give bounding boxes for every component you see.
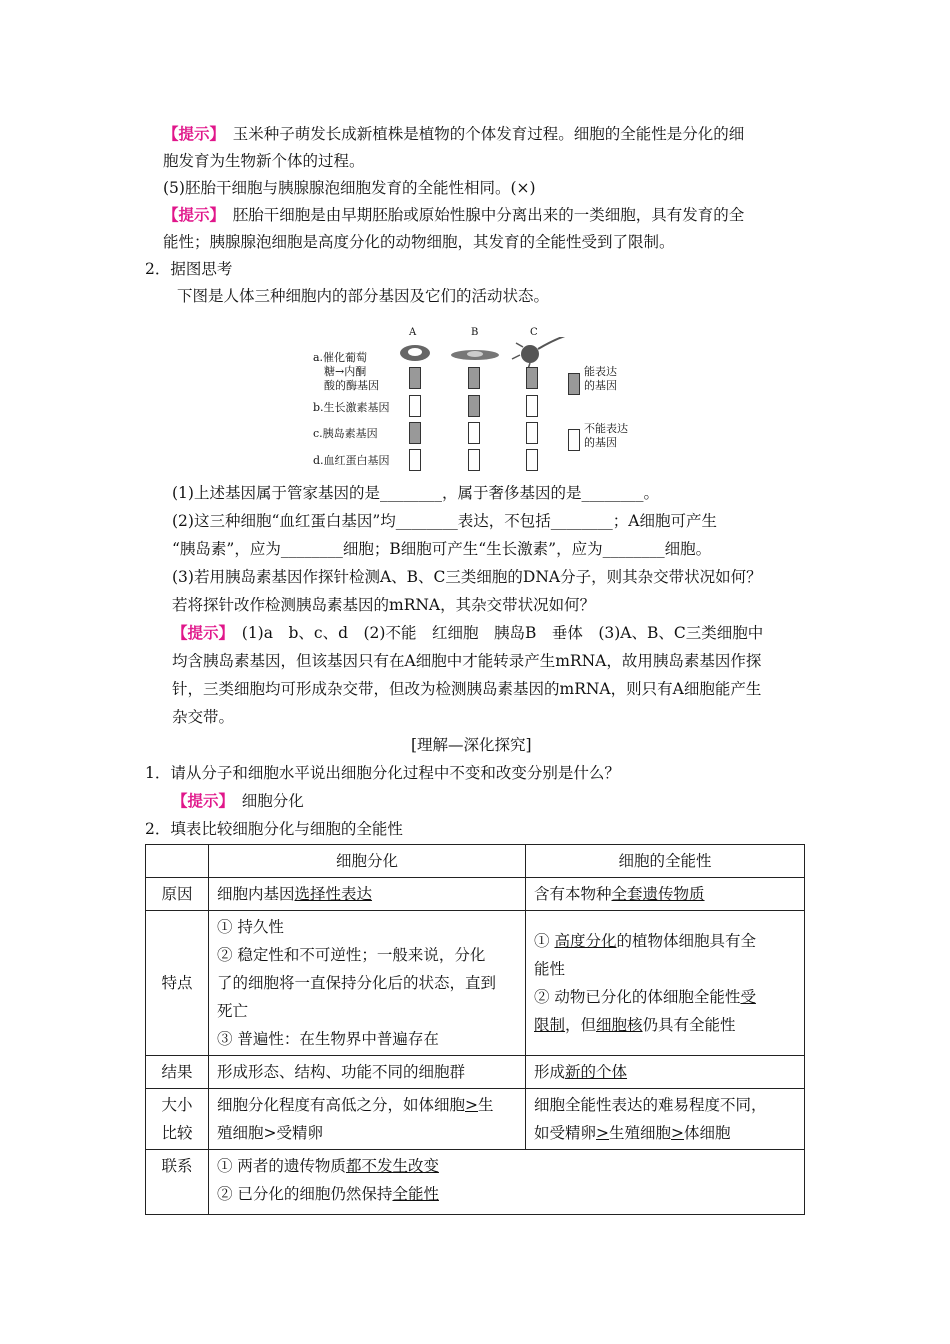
hint-label: 【提示】 <box>163 205 218 224</box>
col-label-c: C <box>530 327 538 338</box>
gene-activity-figure <box>310 323 650 473</box>
table-row <box>146 1089 805 1150</box>
gene-box-b-a <box>409 395 421 417</box>
legend-not-expressed-2: 的基因 <box>584 436 617 449</box>
question-1: (1)上述基因属于管家基因的是________，属于奢侈基因的是________。 <box>172 484 659 502</box>
gene-box-d-a <box>409 449 421 471</box>
question-2-cont: “胰岛素”，应为________细胞；B细胞可产生“生长激素”，应为________细胞。 <box>172 540 712 558</box>
hint-paragraph-4: 【提示】 细胞分化 <box>172 791 304 810</box>
row-head-feature: 特点 <box>146 911 209 1056</box>
gene-box-a-a <box>409 367 421 389</box>
table-head-totipotency: 细胞的全能性 <box>526 845 805 878</box>
cell-cause-a: 细胞内基因选择性表达 <box>209 878 526 911</box>
cell-compare-a: 细胞分化程度有高低之分，如体细胞>生 殖细胞>受精卵 <box>209 1089 526 1150</box>
table-head-differentiation: 细胞分化 <box>209 845 526 878</box>
row-head-compare: 大小 比较 <box>146 1089 209 1150</box>
inquiry-2: 2．填表比较细胞分化与细胞的全能性 <box>145 820 403 838</box>
table-row <box>146 1150 805 1215</box>
table-row <box>146 1056 805 1089</box>
hint-paragraph-3-cont-3: 杂交带。 <box>172 708 235 726</box>
question-2: (2)这三种细胞“血红蛋白基因”均________表达，不包括________；A细胞可产生 <box>172 512 717 530</box>
cell-compare-b: 细胞全能性表达的难易程度不同， 如受精卵>生殖细胞>体细胞 <box>526 1089 805 1150</box>
cell-a-nucleus-icon <box>408 348 422 356</box>
cell-c-axon-icon <box>538 337 568 349</box>
row-label-a-1: a.催化葡萄 <box>313 351 368 364</box>
gene-box-c-a <box>409 422 421 444</box>
row-label-d: d.血红蛋白基因 <box>313 454 390 467</box>
row-head-cause: 原因 <box>146 878 209 911</box>
row-head-relation: 联系 <box>146 1150 209 1215</box>
col-label-b: B <box>471 327 479 338</box>
figure-intro: 下图是人体三种细胞内的部分基因及它们的活动状态。 <box>177 287 550 305</box>
question-3: (3)若用胰岛素基因作探针检测A、B、C三类细胞的DNA分子，则其杂交带状况如何？ <box>172 568 762 586</box>
gene-box-a-c <box>526 367 538 389</box>
hint-paragraph-3-cont-2: 针，三类细胞均可形成杂交带，但改为检测胰岛素基因的mRNA，则只有A细胞能产生 <box>172 680 762 698</box>
gene-box-b-c <box>526 395 538 417</box>
col-label-a: A <box>409 327 417 338</box>
gene-box-c-c <box>526 422 538 444</box>
cell-b-nucleus-icon <box>467 351 483 357</box>
inquiry-1: 1．请从分子和细胞水平说出细胞分化过程中不变和改变分别是什么？ <box>145 764 620 782</box>
question-3-cont: 若将探针改作检测胰岛素基因的mRNA，其杂交带状况如何？ <box>172 596 596 614</box>
gene-box-c-b <box>468 422 480 444</box>
legend-expressed-swatch <box>568 373 580 395</box>
hint-label: 【提示】 <box>172 623 227 642</box>
table-row <box>146 878 805 911</box>
gene-box-a-b <box>468 367 480 389</box>
comparison-table <box>145 844 805 1215</box>
section-title: [理解—深化探究] <box>411 736 532 754</box>
row-label-a-2: 糖→内酮 <box>324 365 367 378</box>
cell-feature-a: ① 持久性 ② 稳定性和不可逆性；一般来说，分化 了的细胞将一直保持分化后的状态，直到 死亡 ③ 普遍性：在生物界中普遍存在 <box>209 911 526 1056</box>
legend-not-expressed-1: 不能表达 <box>584 422 628 435</box>
hint-label: 【提示】 <box>163 124 218 143</box>
cell-feature-b: ① 高度分化的植物体细胞具有全 能性 ② 动物已分化的体细胞全能性受 限制，但细胞核仍具有全能性 <box>526 911 805 1056</box>
hint-paragraph-3: 【提示】 (1)a b、c、d (2)不能 红细胞 胰岛B 垂体 (3)A、B、C三类细胞中 <box>172 623 764 642</box>
hint-label: 【提示】 <box>172 791 227 810</box>
gene-box-b-b <box>468 395 480 417</box>
gene-box-d-c <box>526 449 538 471</box>
row-label-b: b.生长激素基因 <box>313 401 390 414</box>
hint-paragraph-1: 【提示】 玉米种子萌发长成新植株是植物的个体发育过程。细胞的全能性是分化的细 <box>163 124 745 143</box>
table-row <box>146 845 805 878</box>
hint-paragraph-3-cont-1: 均含胰岛素基因，但该基因只有在A细胞中才能转录产生mRNA，故用胰岛素基因作探 <box>172 652 762 670</box>
cell-relation: ① 两者的遗传物质都不发生改变 ② 已分化的细胞仍然保持全能性 <box>209 1150 805 1215</box>
cell-result-b: 形成新的个体 <box>526 1056 805 1089</box>
legend-expressed-1: 能表达 <box>584 365 617 378</box>
table-row <box>146 911 805 1056</box>
statement-5: (5)胚胎干细胞与胰腺腺泡细胞发育的全能性相同。(×) <box>163 179 536 197</box>
legend-not-expressed-swatch <box>568 429 580 451</box>
cell-cause-b: 含有本物种全套遗传物质 <box>526 878 805 911</box>
legend-expressed-2: 的基因 <box>584 379 617 392</box>
hint-paragraph-2: 【提示】 胚胎干细胞是由早期胚胎或原始性腺中分离出来的一类细胞，具有发育的全 <box>163 205 745 224</box>
hint-paragraph-1-cont: 胞发育为生物新个体的过程。 <box>163 152 365 170</box>
cell-c-icon <box>521 345 539 363</box>
row-label-c: c.胰岛素基因 <box>313 427 378 440</box>
gene-box-d-b <box>468 449 480 471</box>
row-head-result: 结果 <box>146 1056 209 1089</box>
row-label-a-3: 酸的酶基因 <box>324 379 379 392</box>
cell-result-a: 形成形态、结构、功能不同的细胞群 <box>209 1056 526 1089</box>
hint-paragraph-2-cont: 能性；胰腺腺泡细胞是高度分化的动物细胞，其发育的全能性受到了限制。 <box>163 233 675 251</box>
cell-drawings <box>390 337 580 369</box>
section-heading-2: 2．据图思考 <box>145 260 233 278</box>
